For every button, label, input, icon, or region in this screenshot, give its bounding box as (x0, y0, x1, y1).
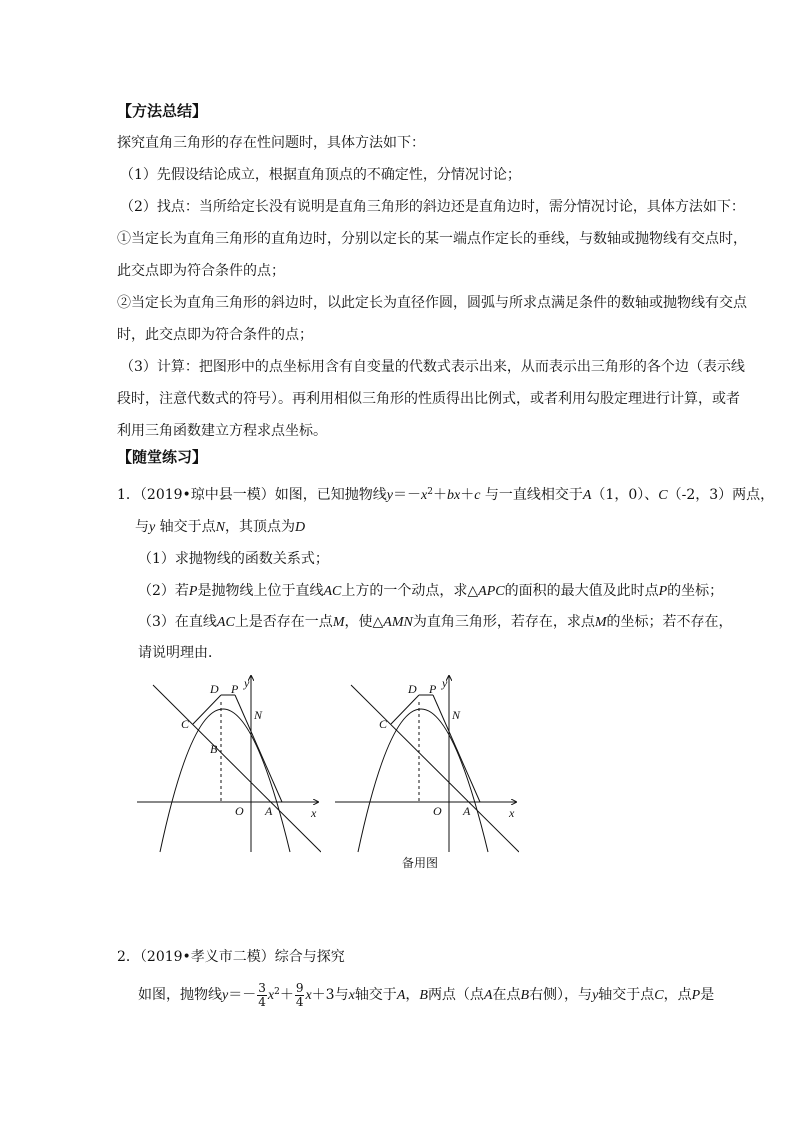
summary-case-2-line-2: 时，此交点即为符合条件的点； (117, 327, 313, 343)
summary-step-1: （1）先假设结论成立，根据直角顶点的不确定性，分情况讨论； (120, 167, 521, 183)
parabola-figure-main-svg (135, 672, 321, 856)
question-2-line-2: 如图，抛物线y＝－ $\frac{3}{4}$ $x^2+$ $\frac{9}{4}$ x＋3与x轴交于A，B两点（点A在点B右侧），与y轴交于点C，点P是 (138, 980, 715, 1009)
label-n: N (452, 708, 461, 722)
summary-intro: 探究直角三角形的存在性问题时，具体方法如下： (117, 135, 425, 151)
summary-step-3-line-1: （3）计算：把图形中的点坐标用含有自变量的代数式表示出来，从而表示出三角形的各个边（表示线 (120, 359, 745, 375)
summary-case-2-line-1: ②当定长为直角三角形的斜边时，以此定长为直径作圆，圆弧与所求点满足条件的数轴或抛物线有交点 (117, 295, 747, 311)
fraction-three-quarters: $\frac{3}{4}$ (258, 980, 266, 1009)
practice-heading: 【随堂练习】 (117, 448, 208, 466)
label-c: C (379, 717, 388, 731)
question-1-subpart-2: （2）若P是抛物线上位于直线AC上方的一个动点，求△APC的面积的最大值及此时点P的坐标； (138, 583, 724, 599)
question-1-line-1: 1．（2019•琼中县一模）如图，已知抛物线$y=-x^2+bx+c$ 与一直线相交于A（1，0）、C（-2，3）两点， (117, 487, 775, 503)
parabola-curve (358, 709, 488, 852)
label-x: x (311, 806, 317, 820)
label-o: O (433, 804, 442, 818)
label-a: A (463, 804, 471, 818)
label-d: D (408, 682, 417, 696)
parabola-curve (160, 709, 290, 852)
parabola-figure-backup-svg (333, 672, 519, 856)
label-y: y (244, 676, 250, 690)
label-p: P (231, 682, 239, 696)
label-d: D (210, 682, 219, 696)
line-ac (153, 685, 321, 852)
summary-case-1-line-1: ①当定长为直角三角形的直角边时，分别以定长的某一端点作定长的垂线，与数轴或抛物线有交点时， (117, 231, 747, 247)
question-1-line-2: 与y 轴交于点N，其顶点为D (135, 519, 306, 535)
method-summary-heading: 【方法总结】 (117, 102, 208, 120)
label-b: B (210, 742, 218, 756)
label-c: C (181, 717, 190, 731)
question-1-subpart-3: （3）在直线AC上是否存在一点M，使△AMN为直角三角形，若存在，求点M的坐标；若不存在， (138, 614, 733, 630)
parabola-figure-backup (333, 672, 519, 856)
question-1-subpart-1: （1）求抛物线的函数关系式； (138, 551, 329, 567)
parabola-figure-main (135, 672, 321, 856)
line-ac (351, 685, 519, 852)
summary-step-3-line-3: 利用三角函数建立方程求点坐标。 (117, 423, 327, 439)
label-y: y (442, 676, 448, 690)
summary-case-1-line-2: 此交点即为符合条件的点； (117, 263, 285, 279)
question-2-line-1: 2．（2019•孝义市二模）综合与探究 (117, 949, 345, 965)
question-1-subpart-3-cont: 请说明理由． (138, 645, 222, 661)
segment-cp (391, 695, 419, 724)
fraction-nine-quarters: $\frac{9}{4}$ (295, 980, 304, 1009)
label-x: x (509, 806, 515, 820)
summary-step-2: （2）找点：当所给定长没有说明是直角三角形的斜边还是直角边时，需分情况讨论，具体方法如下： (120, 199, 745, 215)
label-p: P (429, 682, 437, 696)
label-a: A (265, 804, 273, 818)
label-o: O (235, 804, 244, 818)
summary-step-3-line-2: 段时，注意代数式的符号）。再利用相似三角形的性质得出比例式，或者利用勾股定理进行计算，或者 (117, 391, 740, 407)
segment-cp (193, 695, 221, 724)
backup-figure-caption: 备用图 (402, 856, 439, 870)
label-n: N (254, 708, 263, 722)
